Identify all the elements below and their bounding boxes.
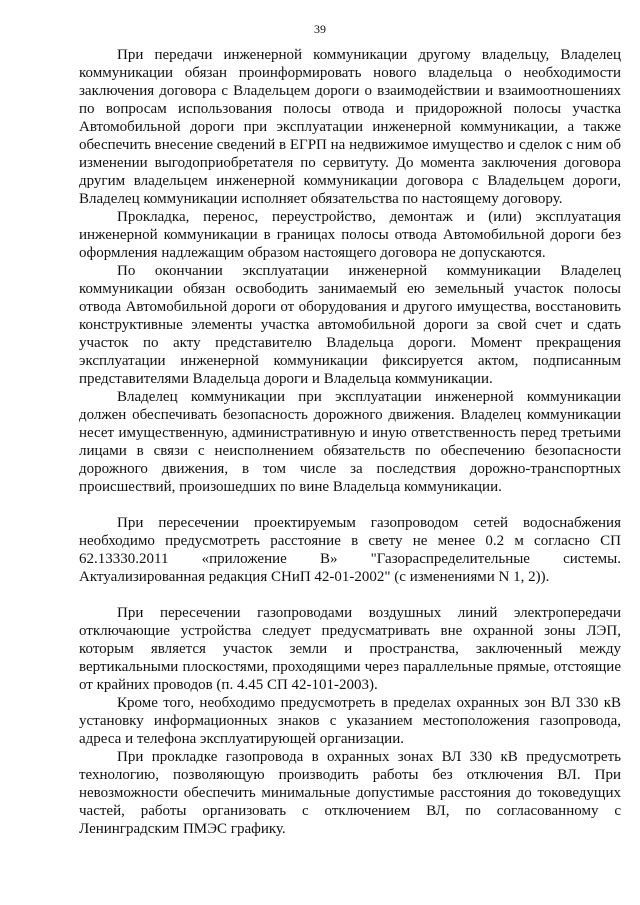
paragraph-gap bbox=[79, 586, 621, 604]
paragraph-end-of-operation: По окончании эксплуатации инженерной коммуникации Владелец коммуникации обязан освободить занимаемый ею земельный участок полосы отвода Автомобильной дороги от оборудования и другого имущества, восстановить конструктивные элементы участка автомобильной дороги за свой счет и сдать участок по акту представителю Владельца дороги. Момент прекращения эксплуатации инженерной коммуникации фиксируется актом, подписанным представителями Владельца дороги и Владельца коммуникации. bbox=[79, 263, 621, 387]
document-body bbox=[79, 46, 621, 838]
paragraph-laying-in-protection-zones: При прокладке газопровода в охранных зонах ВЛ 330 кВ предусмотреть технологию, позволяющую производить работы без отключения ВЛ. При невозможности обеспечить минимальные допустимые расстояния до токоведущих частей, работы организовать с отключением ВЛ, по согласованному с Ленинградским ПМЭС графику. bbox=[79, 749, 621, 837]
paragraph-ownership-transfer: При передачи инженерной коммуникации другому владельцу, Владелец коммуникации обязан проинформировать нового владельца о необходимости заключения договора с Владельцем дороги о взаимодействии и взаимоотношениях по вопросам использования полосы отвода и придорожной полосы участка Автомобильной дороги при эксплуатации инженерной коммуникации, а также обеспечить внесение сведений в ЕГРП на недвижимое имущество и сделок с ним об изменении выгодоприобретателя по сервитуту. До момента заключения договора другим владельцем инженерной коммуникации договора с Владельцем дороги, Владелец коммуникации исполняет обязательства по настоящему договору. bbox=[79, 47, 621, 207]
paragraph-road-safety: Владелец коммуникации при эксплуатации инженерной коммуникации должен обеспечивать безопасность дорожного движения. Владелец коммуникации несет имущественную, административную и иную ответственность перед третьими лицами в связи с неисполнением обязательств по обеспечению безопасности дорожного движения, в том числе за последствия дорожно-транспортных происшествий, произошедших по вине Владельца коммуникации. bbox=[79, 389, 621, 495]
paragraph-gap bbox=[79, 496, 621, 514]
paragraph-laying-prohibition: Прокладка, перенос, переустройство, демонтаж и (или) эксплуатация инженерной коммуникации в границах полосы отвода Автомобильной дороги без оформления надлежащим образом настоящего договора не допускаются. bbox=[79, 209, 621, 261]
paragraph-water-crossing: При пересечении проектируемым газопроводом сетей водоснабжения необходимо предусмотреть расстояние в свету не менее 0.2 м согласно СП 62.13330.2011 «приложение В» "Газораспределительные системы. Актуализированная редакция СНиП 42-01-2002" (с изменениями N 1, 2)). bbox=[79, 515, 621, 585]
paragraph-power-line-crossing: При пересечении газопроводами воздушных линий электропередачи отключающие устройства следует предусматривать вне охранной зоны ЛЭП, которым является участок земли и пространства, заключенный между вертикальными плоскостями, проходящими через параллельные прямые, отстоящие от крайних проводов (п. 4.45 СП 42-101-2003). bbox=[79, 605, 621, 693]
paragraph-information-signs: Кроме того, необходимо предусмотреть в пределах охранных зон ВЛ 330 кВ установку информационных знаков с указанием местоположения газопровода, адреса и телефона эксплуатирующей организации. bbox=[79, 695, 621, 747]
page-number: 39 bbox=[314, 22, 326, 36]
